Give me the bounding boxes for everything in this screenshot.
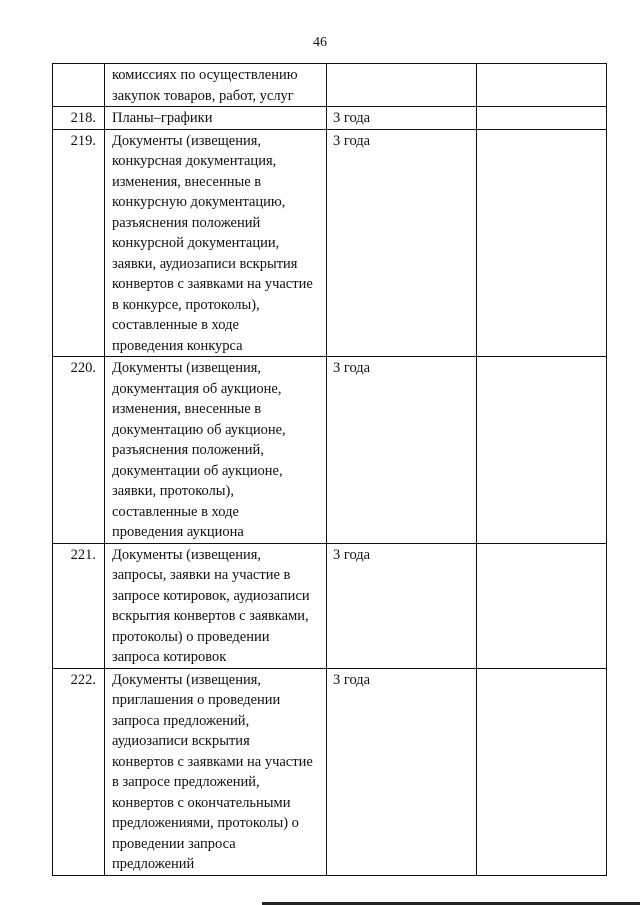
records-table	[52, 63, 607, 876]
document-type-line: документация об аукционе,	[112, 380, 282, 397]
document-type-line: разъяснения положений	[112, 214, 261, 231]
table-body	[53, 64, 607, 876]
note-cell	[477, 668, 607, 875]
row-number: 218.	[53, 107, 105, 130]
document-type-line: закупок товаров, работ, услуг	[112, 87, 294, 104]
document-type-line: проведения конкурса	[112, 337, 243, 354]
document-type-line: предложений	[112, 856, 195, 872]
document-type-line: конкурсной документации,	[112, 235, 280, 251]
retention-term-cell	[327, 64, 477, 107]
document-type-line: конвертов с окончательными	[112, 794, 291, 811]
document-type-line: протоколы) о проведении	[112, 628, 270, 645]
document-type-line: в конкурсе, протоколы),	[112, 296, 260, 313]
document-type-line: запроса предложений,	[112, 712, 250, 729]
document-type-line: составленные в ходе	[112, 503, 239, 520]
document-type-line: запросы, заявки на участие в	[112, 567, 291, 583]
document-type-line: запросе котировок, аудиозаписи	[112, 587, 310, 604]
note-cell	[477, 543, 607, 668]
document-type-line: проведении запроса	[112, 835, 236, 852]
retention-term-cell: 3 года	[327, 107, 477, 130]
document-type-line: предложениями, протоколы) о	[112, 815, 299, 831]
document-type-line: комиссиях по осуществлению	[112, 67, 298, 83]
document-type-cell	[105, 668, 327, 875]
note-cell	[477, 107, 607, 130]
document-type-line: заявки, протоколы),	[112, 483, 234, 499]
document-type-cell	[105, 357, 327, 544]
table-row	[53, 107, 607, 130]
retention-term-cell: 3 года	[327, 129, 477, 357]
document-type-line: проведения аукциона	[112, 524, 244, 540]
document-type-cell	[105, 64, 327, 107]
document-type-line: разъяснения положений,	[112, 442, 264, 458]
note-cell	[477, 129, 607, 357]
retention-term-cell: 3 года	[327, 357, 477, 544]
table-row	[53, 357, 607, 544]
document-type-line: приглашения о проведении	[112, 692, 281, 708]
document-type-line: документации об аукционе,	[112, 462, 283, 479]
document-type-line: документацию об аукционе,	[112, 421, 286, 438]
retention-term-cell: 3 года	[327, 668, 477, 875]
document-type-line: вскрытия конвертов с заявками,	[112, 608, 309, 624]
row-number: 222.	[53, 668, 105, 875]
document-type-line: Документы (извещения,	[112, 671, 262, 688]
document-type-line: заявки, аудиозаписи вскрытия	[112, 255, 298, 272]
document-type-cell	[105, 129, 327, 357]
table-row	[53, 64, 607, 107]
table-row	[53, 129, 607, 357]
note-cell	[477, 357, 607, 544]
document-type-line: составленные в ходе	[112, 317, 239, 333]
row-number	[53, 64, 105, 107]
document-type-cell	[105, 543, 327, 668]
row-number: 220.	[53, 357, 105, 544]
row-number: 219.	[53, 129, 105, 357]
table-row	[53, 543, 607, 668]
document-type-line: конвертов с заявками на участие	[112, 276, 313, 292]
document-type-line: изменения, внесенные в	[112, 401, 262, 417]
document-type-line: в запросе предложений,	[112, 774, 260, 790]
document-type-line: конкурсная документация,	[112, 153, 277, 169]
retention-term-cell: 3 года	[327, 543, 477, 668]
document-type-line: аудиозаписи вскрытия	[112, 733, 250, 749]
document-type-line: Документы (извещения,	[112, 360, 262, 376]
row-number: 221.	[53, 543, 105, 668]
document-type-cell	[105, 107, 327, 130]
page-number: 46	[313, 35, 327, 50]
document-type-line: конкурсную документацию,	[112, 194, 286, 210]
document-type-line: конвертов с заявками на участие	[112, 753, 313, 770]
table-row	[53, 668, 607, 875]
document-type-line: Планы–графики	[112, 110, 213, 126]
document-type-line: Документы (извещения,	[112, 546, 262, 563]
note-cell	[477, 64, 607, 107]
document-type-line: запроса котировок	[112, 649, 227, 665]
document-type-line: Документы (извещения,	[112, 132, 262, 149]
document-type-line: изменения, внесенные в	[112, 173, 262, 190]
